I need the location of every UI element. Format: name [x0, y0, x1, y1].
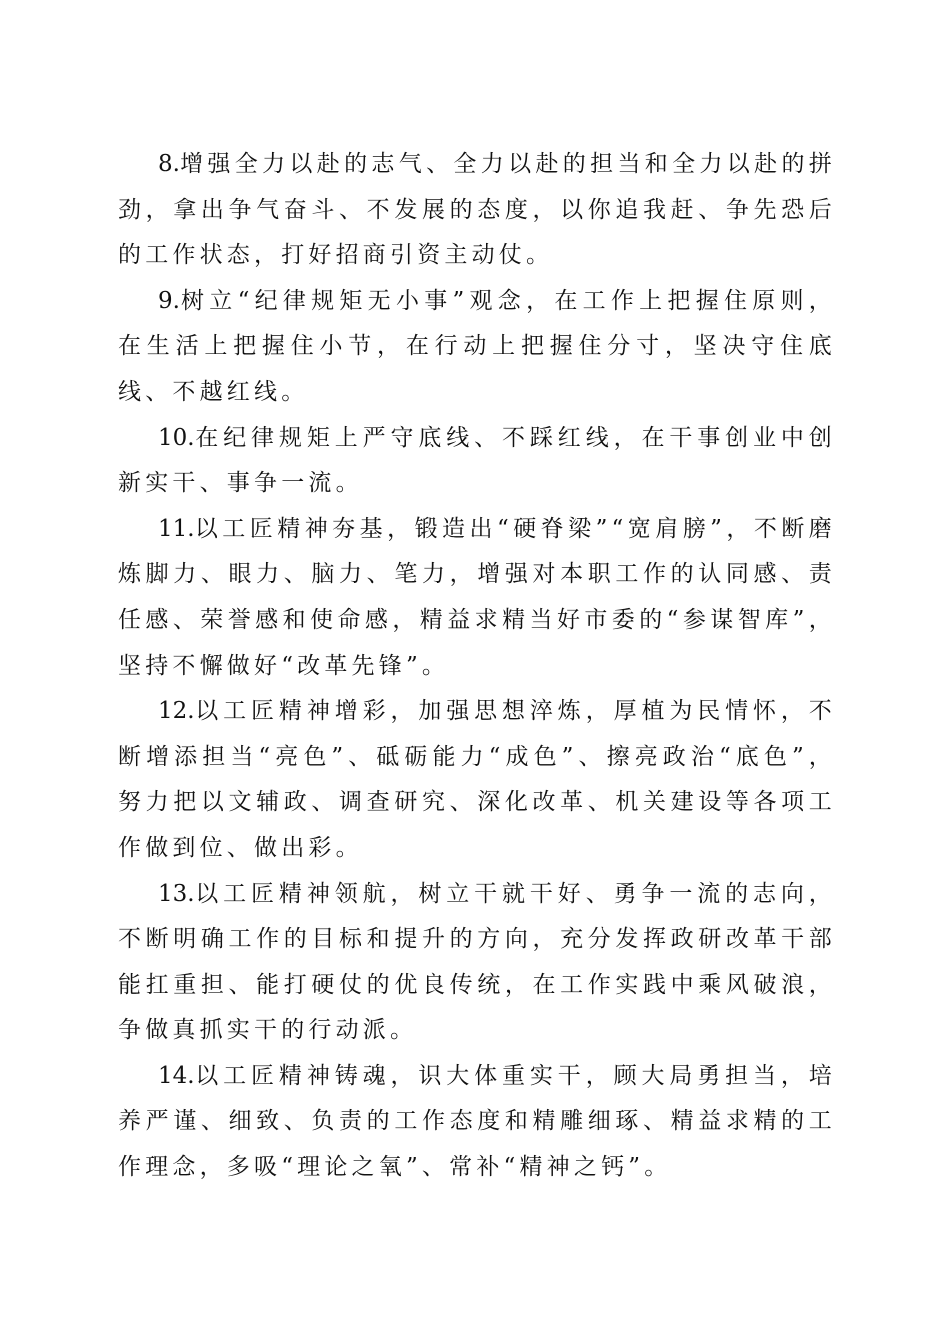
paragraph-number: 11. [158, 515, 195, 542]
paragraph-text: 以工匠精神增彩，加强思想淬炼，厚植为民情怀，不断增添担当“亮色”、砥砺能力“成色”、擦亮政治“底色”，努力把以文辅政、调查研究、深化改革、机关建设等各项工作做到位、做出彩。 [118, 698, 836, 861]
paragraph-number: 10. [158, 424, 195, 451]
paragraph-text: 以工匠精神铸魂，识大体重实干，顾大局勇担当，培养严谨、细致、负责的工作态度和精雕细琢、精益求精的工作理念，多吸“理论之氧”、常补“精神之钙”。 [118, 1062, 836, 1181]
paragraph-text: 以工匠精神领航，树立干就干好、勇争一流的志向，不断明确工作的目标和提升的方向，充分发挥政研改革干部能扛重担、能打硬仗的优良传统，在工作实践中乘风破浪，争做真抓实干的行动派。 [118, 880, 836, 1044]
paragraph-number: 9. [158, 287, 180, 314]
paragraph-13 [118, 872, 836, 1054]
paragraph-8 [118, 142, 836, 279]
paragraph-12 [118, 689, 836, 871]
paragraph-14 [118, 1054, 836, 1191]
paragraph-text: 增强全力以赴的志气、全力以赴的担当和全力以赴的拼劲，拿出争气奋斗、不发展的态度，以你追我赶、争先恐后的工作状态，打好招商引资主动仗。 [118, 151, 836, 269]
paragraph-number: 13. [158, 880, 195, 907]
document-body [118, 142, 836, 1191]
paragraph-10 [118, 416, 836, 507]
paragraph-number: 12. [158, 698, 195, 725]
paragraph-text: 在纪律规矩上严守底线、不踩红线，在干事创业中创新实干、事争一流。 [118, 424, 836, 497]
paragraph-number: 14. [158, 1062, 195, 1089]
paragraph-text: 以工匠精神夯基，锻造出“硬脊梁”“宽肩膀”，不断磨炼脚力、眼力、脑力、笔力，增强对本职工作的认同感、责任感、荣誉感和使命感，精益求精当好市委的“参谋智库”，坚持不懈做好“改革先锋”。 [118, 515, 836, 679]
paragraph-number: 8. [158, 151, 180, 177]
paragraph-11 [118, 507, 836, 689]
paragraph-text: 树立“纪律规矩无小事”观念，在工作上把握住原则，在生活上把握住小节，在行动上把握住分寸，坚决守住底线、不越红线。 [118, 287, 836, 405]
paragraph-9 [118, 279, 836, 416]
